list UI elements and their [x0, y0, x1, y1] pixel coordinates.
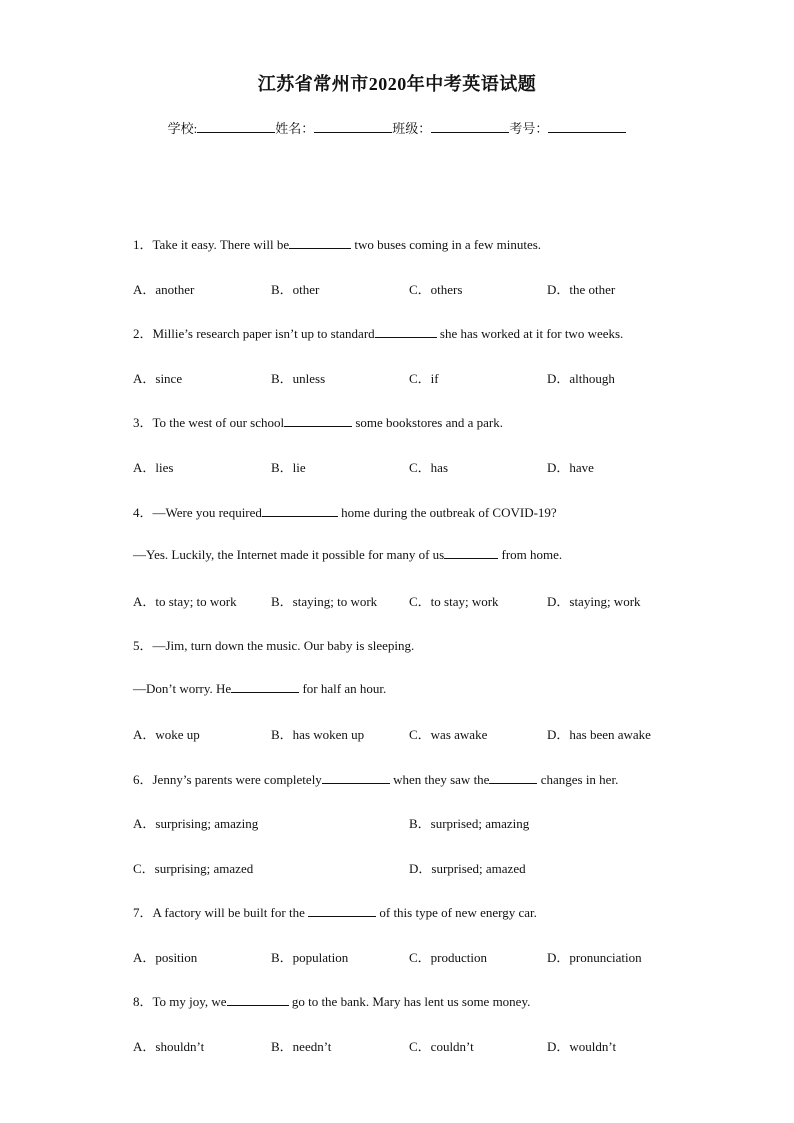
- student-info-line: [0, 118, 794, 137]
- question-4: [133, 502, 557, 521]
- question-3: [133, 412, 503, 431]
- question-2-option-d[interactable]: D．although: [547, 371, 615, 386]
- question-5: [133, 635, 414, 654]
- question-4-line-2: [133, 546, 562, 563]
- question-text: 8．To my joy, we: [133, 994, 227, 1009]
- question-3-option-c[interactable]: C．has: [409, 460, 449, 475]
- exam-no-label: 考号：: [509, 121, 549, 136]
- question-text: she has worked at it for two weeks.: [436, 326, 624, 341]
- question-text: 4．—Were you required: [133, 505, 262, 520]
- question-6: [133, 769, 618, 788]
- question-text: 1．Take it easy. There will be: [133, 237, 290, 252]
- question-3-option-a[interactable]: A．lies: [133, 460, 174, 475]
- question-8-option-a[interactable]: A．shouldn’t: [133, 1039, 205, 1054]
- question-2-option-a[interactable]: A．since: [133, 371, 183, 386]
- question-text: 3．To the west of our school: [133, 415, 285, 430]
- question-6-option-d[interactable]: D．surprised; amazed: [409, 861, 526, 876]
- name-blank[interactable]: [314, 120, 392, 133]
- question-5-line-2: [133, 680, 386, 697]
- question-7-option-a[interactable]: A．position: [133, 950, 198, 965]
- question-5-option-c[interactable]: C．was awake: [409, 727, 488, 742]
- question-8: [133, 991, 530, 1010]
- question-text: changes in her.: [537, 772, 619, 787]
- question-text: 6．Jenny’s parents were completely: [133, 772, 322, 787]
- class-blank[interactable]: [431, 120, 509, 133]
- question-1-option-a[interactable]: A．another: [133, 282, 195, 297]
- question-5-option-a[interactable]: A．woke up: [133, 727, 200, 742]
- question-text: —Don’t worry. He: [133, 681, 232, 696]
- question-text: two buses coming in a few minutes.: [351, 237, 542, 252]
- question-4-option-c[interactable]: C．to stay; work: [409, 594, 499, 609]
- answer-blank[interactable]: [284, 414, 352, 427]
- exam-title: 江苏省常州市2020年中考英语试题: [257, 74, 537, 94]
- question-6-option-a[interactable]: A．surprising; amazing: [133, 816, 259, 831]
- question-text: go to the bank. Mary has lent us some money.: [288, 994, 531, 1009]
- question-8-option-c[interactable]: C．couldn’t: [409, 1039, 474, 1054]
- question-6-option-c[interactable]: C．surprising; amazed: [133, 861, 254, 876]
- question-3-option-b[interactable]: B．lie: [271, 460, 306, 475]
- question-1-option-b[interactable]: B．other: [271, 282, 320, 297]
- answer-blank[interactable]: [444, 546, 498, 559]
- class-label: 班级：: [392, 121, 432, 136]
- question-7-option-b[interactable]: B．population: [271, 950, 349, 965]
- question-5-option-b[interactable]: B．has woken up: [271, 727, 365, 742]
- answer-blank[interactable]: [375, 325, 437, 338]
- question-text: when they saw the: [389, 772, 490, 787]
- question-1: [133, 234, 541, 253]
- question-text: 2．Millie’s research paper isn’t up to standard: [133, 326, 375, 341]
- question-2-option-b[interactable]: B．unless: [271, 371, 326, 386]
- question-1-option-c[interactable]: C．others: [409, 282, 463, 297]
- school-label: 学校:: [167, 121, 198, 136]
- question-3-option-d[interactable]: D．have: [547, 460, 594, 475]
- question-1-option-d[interactable]: D．the other: [547, 282, 616, 297]
- question-text: 5．—Jim, turn down the music. Our baby is sleeping.: [133, 638, 415, 653]
- answer-blank[interactable]: [489, 771, 537, 784]
- answer-blank[interactable]: [308, 904, 376, 917]
- question-7-option-d[interactable]: D．pronunciation: [547, 950, 642, 965]
- question-2: [133, 323, 623, 342]
- answer-blank[interactable]: [289, 236, 351, 249]
- question-2-option-c[interactable]: C．if: [409, 371, 439, 386]
- question-text: for half an hour.: [299, 681, 387, 696]
- answer-blank[interactable]: [322, 771, 390, 784]
- question-4-option-d[interactable]: D．staying; work: [547, 594, 641, 609]
- question-6-option-b[interactable]: B．surprised; amazing: [409, 816, 530, 831]
- answer-blank[interactable]: [227, 993, 289, 1006]
- answer-blank[interactable]: [231, 680, 299, 693]
- question-text: 7．A factory will be built for the: [133, 905, 309, 920]
- question-text: home during the outbreak of COVID-19?: [337, 505, 557, 520]
- question-8-option-d[interactable]: D．wouldn’t: [547, 1039, 617, 1054]
- question-7-option-c[interactable]: C．production: [409, 950, 487, 965]
- name-label: 姓名：: [275, 121, 315, 136]
- question-8-option-b[interactable]: B．needn’t: [271, 1039, 332, 1054]
- answer-blank[interactable]: [262, 504, 338, 517]
- question-text: some bookstores and a park.: [352, 415, 504, 430]
- question-4-option-a[interactable]: A．to stay; to work: [133, 594, 237, 609]
- question-text: from home.: [498, 547, 563, 562]
- question-text: of this type of new energy car.: [376, 905, 537, 920]
- question-4-option-b[interactable]: B．staying; to work: [271, 594, 378, 609]
- question-7: [133, 902, 537, 921]
- school-blank[interactable]: [197, 120, 275, 133]
- question-text: —Yes. Luckily, the Internet made it possible for many of us: [133, 547, 445, 562]
- question-5-option-d[interactable]: D．has been awake: [547, 727, 651, 742]
- exam-no-blank[interactable]: [548, 120, 626, 133]
